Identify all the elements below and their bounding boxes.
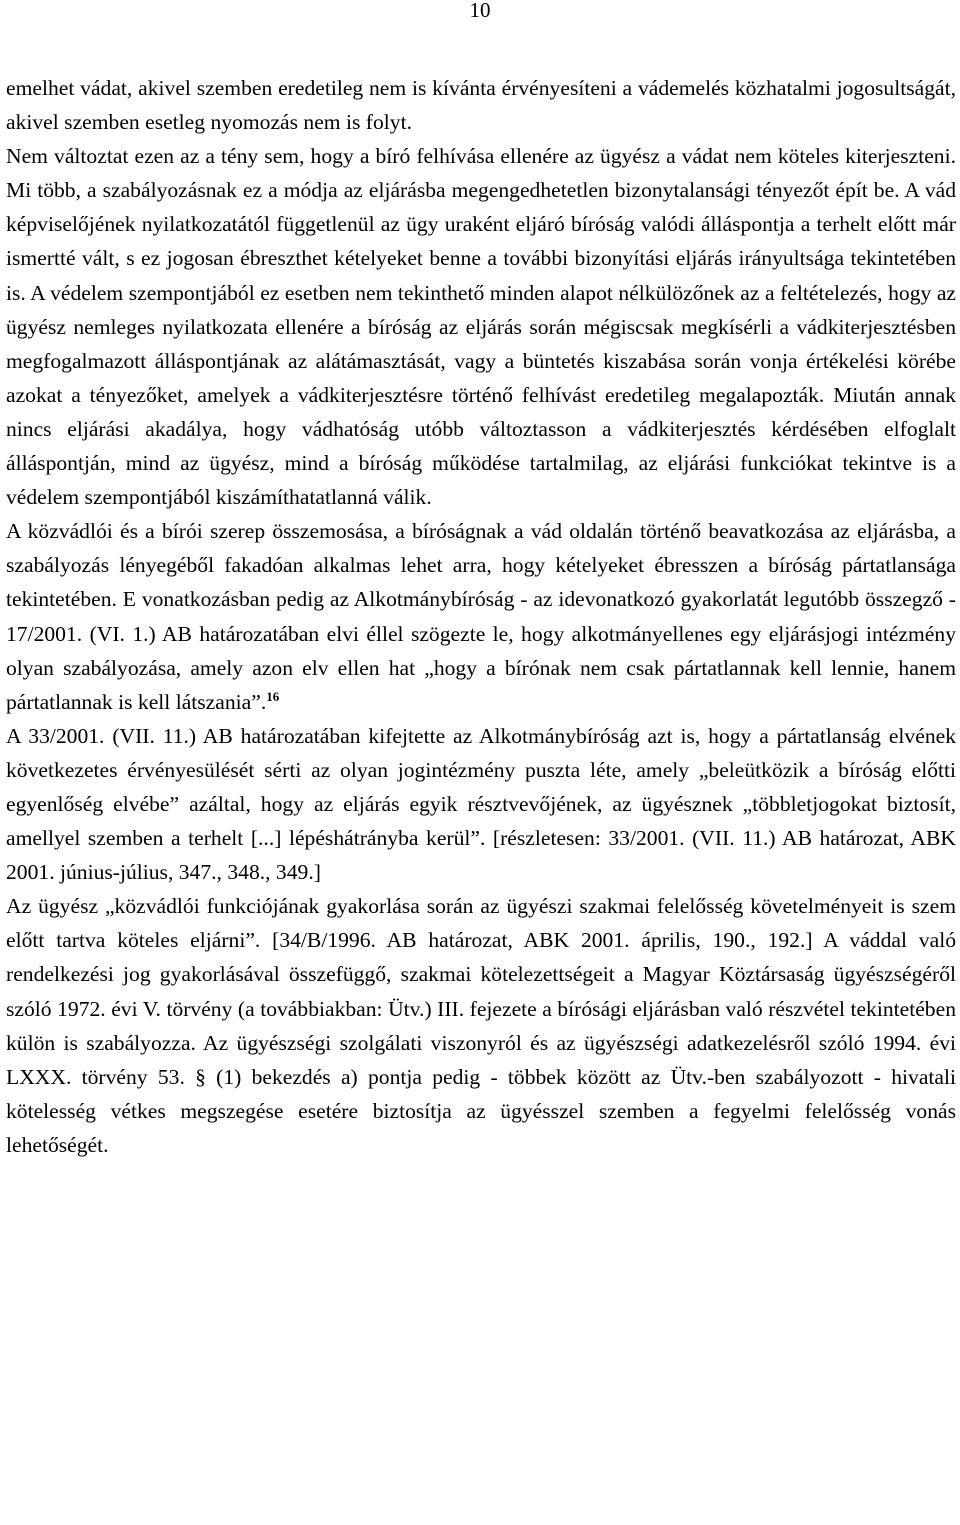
page-number: 10 [469, 0, 491, 22]
paragraph-1: emelhet vádat, akivel szemben eredetileg nem is kívánta érvényesíteni a vádemelés közhatalmi jogosultságát, akivel szemben esetleg nyomozás nem is folyt. [6, 76, 956, 135]
paragraph-5: Az ügyész „közvádlói funkciójának gyakorlása során az ügyészi szakmai felelősség követelményeit is szem előtt tartva köteles eljárni”. [34/B/1996. AB határozat, ABK 2001. április, 190., 192.] A váddal való rendelkezési jog gyakorlásával összefüggő, szakmai kötelezettségeit a Magyar Köztársaság ügyészségéről szóló 1972. évi V. törvény (a továbbiakban: Ütv.) III. fejezete a bírósági eljárásban való részvétel tekintetében külön is szabályozza. Az ügyészségi szolgálati viszonyról és az ügyészségi adatkezelésről szóló 1994. évi LXXX. törvény 53. § (1) bekezdés a) pontja pedig - többek között az Ütv.-ben szabályozott - hivatali kötelesség vétkes megszegése esetére biztosítja az ügyésszel szemben a fegyelmi felelősség vonás lehetőségét. [6, 894, 956, 1157]
paragraph-2: Nem változtat ezen az a tény sem, hogy a bíró felhívása ellenére az ügyész a vádat nem köteles kiterjeszteni. Mi több, a szabályozásnak ez a módja az eljárásba megengedhetetlen bizonytalansági tényezőt épít be. A vád képviselőjének nyilatkozatától függetlenül az ügy uraként eljáró bíróság valódi álláspontja a terhelt előtt már ismertté vált, s ez jogosan ébreszthet kételyeket benne a további bizonyítási eljárás irányultsága tekintetében is. A védelem szempontjából ez esetben nem tekinthető minden alapot nélkülözőnek az a feltételezés, hogy az ügyész nemleges nyilatkozata ellenére a bíróság az eljárás során mégiscsak megkísérli a vádkiterjesztésben megfogalmazott álláspontjának az alátámasztását, vagy a büntetés kiszabása során vonja értékelési körébe azokat a tényezőket, amelyek a vádkiterjesztésre történő felhívást eredetileg megalapozták. Miután annak nincs eljárási akadálya, hogy vádhatóság utóbb változtasson a vádkiterjesztés kérdésében elfoglalt álláspontján, mind az ügyész, mind a bíróság működése tartalmilag, az eljárási funkciókat tekintve is a védelem szempontjából kiszámíthatatlanná válik. [6, 144, 956, 510]
paragraph-4: A 33/2001. (VII. 11.) AB határozatában kifejtette az Alkotmánybíróság azt is, hogy a pártatlanság elvének következetes érvényesülését sérti az olyan jogintézmény puszta léte, amely „beleütközik a bíróság előtti egyenlőség elvébe” azáltal, hogy az eljárás egyik résztvevőjének, az ügyésznek „többletjogokat biztosít, amellyel szemben a terhelt [...] lépéshátrányba kerül”. [részletesen: 33/2001. (VII. 11.) AB határozat, ABK 2001. június-július, 347., 348., 349.] [6, 723, 956, 885]
document-body [6, 71, 956, 1162]
footnote-marker[interactable]: 16 [266, 688, 280, 704]
paragraph-3-text: A közvádlói és a bírói szerep összemosása, a bíróságnak a vád oldalán történő beavatkozása az eljárásba, a szabályozás lényegéből fakadóan alkalmas lehet arra, hogy kételyeket ébresszen a bíróság pártatlansága tekintetében. E vonatkozásban pedig az Alkotmánybíróság - az idevonatkozó gyakorlatát legutóbb összegző - 17/2001. (VI. 1.) AB határozatában elvi éllel szögezte le, hogy alkotmányellenes egy eljárásjogi intézmény olyan szabályozása, amely azon elv ellen hat „hogy a bírónak nem csak pártatlannak kell lennie, hanem pártatlannak is kell látszania”. [6, 519, 956, 714]
paragraph-3 [6, 514, 956, 719]
